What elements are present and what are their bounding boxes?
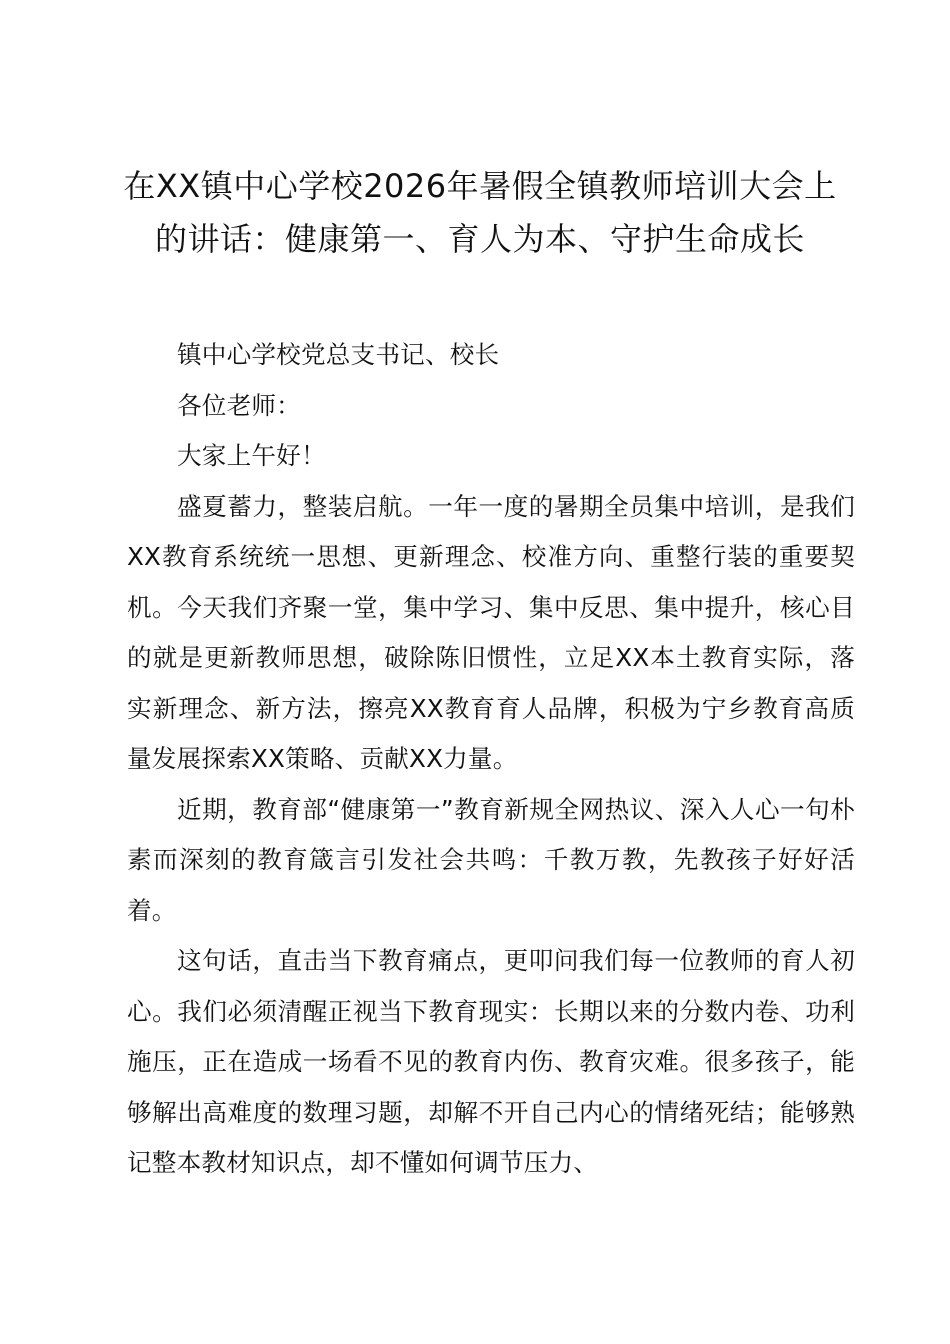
author-line: 镇中心学校党总支书记、校长 — [177, 340, 500, 369]
document-body — [127, 330, 855, 1189]
body-paragraph: 盛夏蓄力，整装启航。一年一度的暑期全员集中培训，是我们XX教育系统统一思想、更新理念、校准方向、重整行装的重要契机。今天我们齐聚一堂，集中学习、集中反思、集中提升，核心目的就是更新教师思想，破除陈旧惯性，立足XX本土教育实际，落实新理念、新方法，擦亮XX教育育人品牌，积极为宁乡教育高质量发展探索XX策略、贡献XX力量。 — [127, 491, 855, 773]
body-paragraph: 这句话，直击当下教育痛点，更叩问我们每一位教师的育人初心。我们必须清醒正视当下教育现实：长期以来的分数内卷、功利施压，正在造成一场看不见的教育内伤、教育灾难。很多孩子，能够解出高难度的数理习题，却解不开自己内心的情绪死结；能够熟记整本教材知识点，却不懂如何调节压力、 — [127, 946, 855, 1177]
document-title: 在XX镇中心学校2026年暑假全镇教师培训大会上的讲话：健康第一、育人为本、守护生命成长 — [123, 167, 837, 258]
body-paragraph: 近期，教育部“健康第一”教育新规全网热议、深入人心一句朴素而深刻的教育箴言引发社会共鸣：千教万教，先教孩子好好活着。 — [127, 794, 855, 925]
salutation: 各位老师： — [177, 390, 301, 420]
greeting: 大家上午好！ — [177, 441, 326, 470]
